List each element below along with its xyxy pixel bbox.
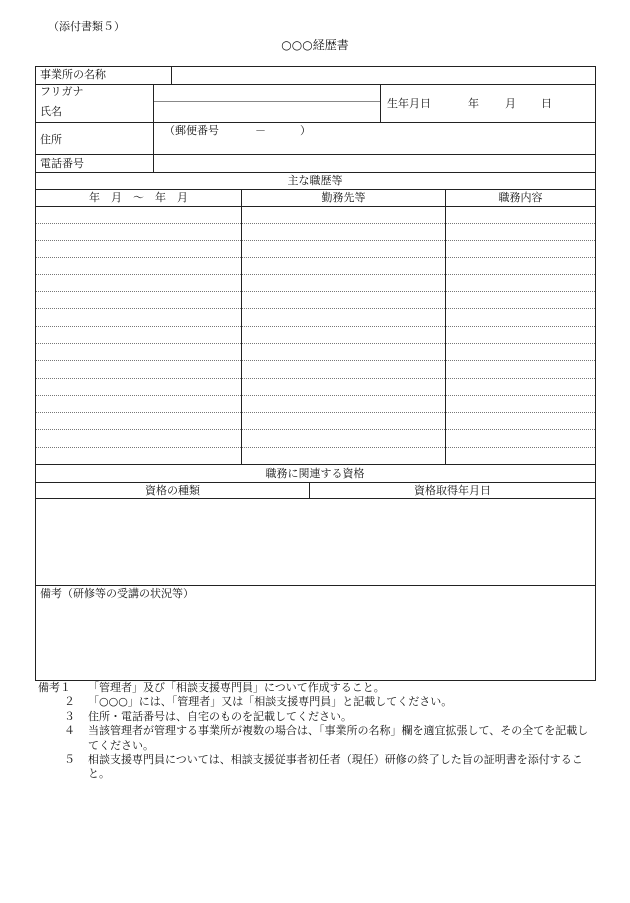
postal-code-dash: －: [255, 124, 266, 137]
business-name-label: 事業所の名称: [40, 68, 106, 81]
note-number: ３: [64, 709, 75, 723]
postal-code-close: ）: [300, 124, 311, 137]
name-field[interactable]: [154, 102, 379, 121]
career-col-duty: 職務内容: [498, 191, 543, 204]
notes-list: [38, 681, 598, 782]
qualifications-section-title: 職務に関連する資格: [265, 467, 365, 480]
address-label: 住所: [40, 133, 62, 146]
note-item: [38, 695, 598, 709]
postal-code-label: （郵便番号: [164, 124, 219, 137]
note-number: ５: [64, 753, 75, 767]
address-field[interactable]: [154, 138, 594, 153]
birth-month-unit: 月: [505, 97, 516, 110]
note-text: 「○○○」には、「管理者」又は「相談支援専門員」と記載してください。: [88, 695, 453, 709]
furigana-field[interactable]: [154, 85, 379, 100]
qualifications-col-type: 資格の種類: [145, 484, 200, 497]
attachment-label: （添付書類５）: [48, 20, 125, 33]
note-number: ２: [64, 695, 75, 709]
birth-day-unit: 日: [541, 97, 552, 110]
career-section-title: 主な職歴等: [287, 174, 343, 187]
birth-year-unit: 年: [468, 97, 479, 110]
furigana-label: フリガナ: [40, 85, 84, 98]
birth-date-label: 生年月日: [387, 97, 431, 110]
name-label: 氏名: [40, 105, 62, 118]
business-name-field[interactable]: [172, 67, 594, 83]
note-item: [38, 681, 598, 695]
note-item: [38, 753, 598, 782]
note-text: 「管理者」及び「相談支援専門員」について作成すること。: [88, 681, 385, 694]
notes-prefix: 備考１: [38, 681, 71, 694]
qualifications-col-date: 資格取得年月日: [414, 484, 491, 497]
career-entries-area[interactable]: [36, 207, 595, 464]
note-item: [38, 724, 598, 753]
note-text: 相談支援専門員については、相談支援従事者初任者（現任）研修の終了した旨の証明書を添付すること。: [88, 753, 583, 781]
career-col-period: 年 月 ～ 年 月: [89, 191, 188, 204]
remarks-label: 備考（研修等の受講の状況等）: [40, 587, 194, 600]
qualifications-entries-area[interactable]: [36, 499, 595, 584]
page-title: ○○○経歴書: [281, 38, 349, 52]
phone-label: 電話番号: [40, 157, 84, 170]
note-text: 住所・電話番号は、自宅のものを記載してください。: [88, 709, 352, 723]
note-text: 当該管理者が管理する事業所が複数の場合は、「事業所の名称」欄を適宜拡張して、その全てを記載してください。: [88, 724, 589, 752]
remarks-field[interactable]: [36, 603, 595, 679]
phone-field[interactable]: [154, 155, 594, 171]
career-col-workplace: 勤務先等: [321, 191, 366, 204]
note-item: [38, 710, 598, 724]
note-number: ４: [64, 724, 75, 738]
